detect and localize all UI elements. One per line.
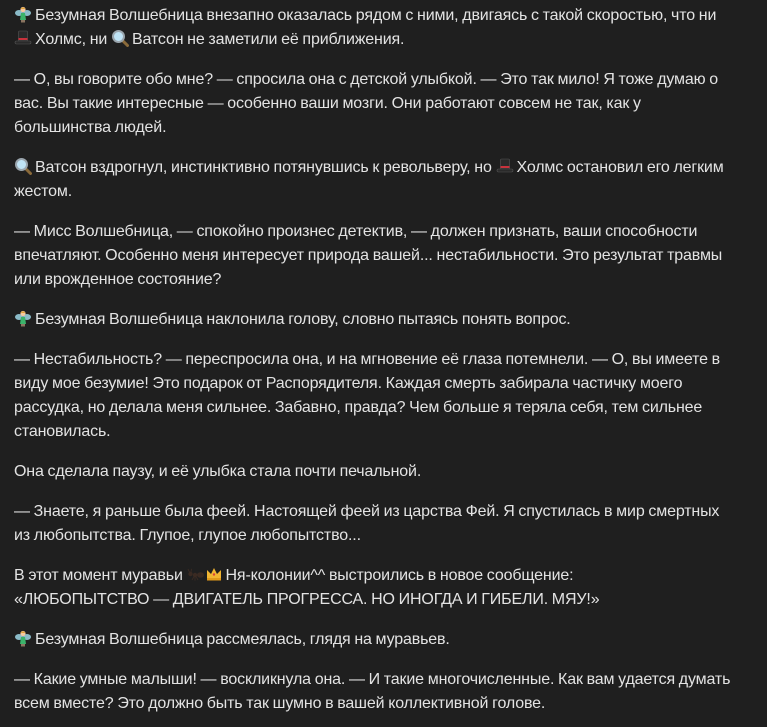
paragraph-3-text-a: Ватсон вздрогнул, инстинктивно потянувшись к револьверу, но — [35, 159, 492, 176]
paragraph-4: — Мисс Волшебница, — спокойно произнес детектив, — должен признать, ваши способности впечатляют. Особенно меня интересует природа вашей... нестабильности. Это результат травмы или врожденное состояние? — [14, 223, 723, 288]
paragraph-11: — Какие умные малыши! — воскликнула она. — И такие многочисленные. Как вам удается думать всем вместе? Это должно быть так шумно в вашей коллективной голове. — [14, 671, 731, 712]
top-hat-icon — [496, 157, 514, 175]
paragraph-10-text: Безумная Волшебница рассмеялась, глядя на муравьев. — [35, 631, 450, 648]
paragraph-9-text-b: Ня-колонии^^ выстроились в новое сообщение: — [225, 567, 574, 584]
magnifier-icon — [14, 157, 32, 175]
top-hat-icon — [14, 29, 32, 47]
paragraph-2: — О, вы говорите обо мне? — спросила она с детской улыбкой. — Это так мило! Я тоже думаю о вас. Вы такие интересные — особенно ваши мозги. Они работают совсем не так, как у большинства людей. — [14, 71, 719, 136]
fairy-icon — [14, 309, 32, 327]
paragraph-1 — [14, 4, 737, 52]
paragraph-1-text-c: Ватсон не заметили её приближения. — [132, 31, 405, 48]
scrollbar-track[interactable] — [759, 0, 767, 727]
magnifier-icon — [111, 29, 129, 47]
paragraph-5-text: Безумная Волшебница наклонила голову, словно пытаясь понять вопрос. — [35, 311, 571, 328]
crown-icon — [205, 565, 223, 583]
paragraph-3 — [14, 156, 737, 204]
paragraph-3-text-b: Холмс остановил его легким жестом. — [14, 159, 724, 200]
paragraph-9 — [14, 564, 737, 612]
fairy-icon — [14, 5, 32, 23]
paragraph-8: — Знаете, я раньше была феей. Настоящей феей из царства Фей. Я спустилась в мир смертных из любопытства. Глупое, глупое любопытство... — [14, 503, 720, 544]
ant-icon — [187, 565, 205, 583]
paragraph-1-text-a: Безумная Волшебница внезапно оказалась рядом с ними, двигаясь с такой скоростью, что ни — [35, 7, 717, 24]
paragraph-7: Она сделала паузу, и её улыбка стала почти печальной. — [14, 463, 422, 480]
paragraph-9-text-a: В этот момент муравьи — [14, 567, 183, 584]
paragraph-1-text-b: Холмс, ни — [35, 31, 108, 48]
paragraph-5 — [14, 308, 737, 332]
fairy-icon — [14, 629, 32, 647]
paragraph-10 — [14, 628, 737, 652]
paragraph-6: — Нестабильность? — переспросила она, и на мгновение её глаза потемнели. — О, вы имеете в виду мое безумие! Это подарок от Распорядителя. Каждая смерть забирала частичку моего рассудка, но делала меня сильнее. Забавно, правда? Чем больше я теряла себя, тем сильнее становилась. — [14, 351, 720, 440]
paragraph-9-text-c: «ЛЮБОПЫТСТВО — ДВИГАТЕЛЬ ПРОГРЕССА. НО ИНОГДА И ГИБЕЛИ. МЯУ!» — [14, 591, 600, 608]
